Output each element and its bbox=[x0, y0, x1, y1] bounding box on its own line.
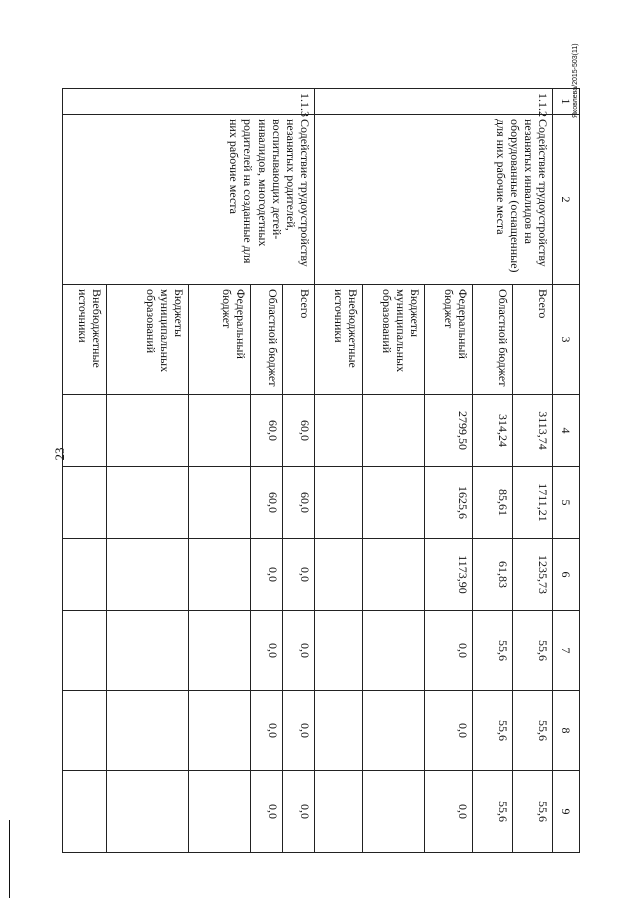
value-cell: 1625,6 bbox=[425, 467, 473, 539]
value-cell: 314,24 bbox=[473, 395, 513, 467]
value-cell: 0,0 bbox=[283, 611, 315, 691]
header-cell: 5 bbox=[553, 467, 580, 539]
header-cell: 3 bbox=[553, 285, 580, 395]
value-cell: 60,0 bbox=[251, 395, 283, 467]
value-cell bbox=[63, 611, 107, 691]
item-number: 1.1.3 bbox=[63, 89, 315, 115]
value-cell: 60,0 bbox=[251, 467, 283, 539]
margin-line bbox=[9, 820, 10, 898]
rotated-table-container bbox=[75, 88, 580, 852]
header-cell: 6 bbox=[553, 539, 580, 611]
item-number: 1.1.2 bbox=[315, 89, 553, 115]
value-cell bbox=[189, 539, 251, 611]
value-cell: 0,0 bbox=[251, 771, 283, 853]
table-row bbox=[513, 89, 553, 853]
value-cell: 1235,73 bbox=[513, 539, 553, 611]
header-cell: 2 bbox=[553, 115, 580, 285]
header-cell: 1 bbox=[553, 89, 580, 115]
value-cell: 0,0 bbox=[251, 539, 283, 611]
table-row bbox=[283, 89, 315, 853]
value-cell bbox=[107, 611, 189, 691]
value-cell: 61,83 bbox=[473, 539, 513, 611]
value-cell bbox=[107, 467, 189, 539]
funding-source: Внебюджетные источники bbox=[63, 285, 107, 395]
header-cell: 8 bbox=[553, 691, 580, 771]
header-cell: 9 bbox=[553, 771, 580, 853]
value-cell bbox=[189, 611, 251, 691]
value-cell: 0,0 bbox=[425, 771, 473, 853]
value-cell: 0,0 bbox=[283, 539, 315, 611]
header-cell: 7 bbox=[553, 611, 580, 691]
value-cell: 0,0 bbox=[251, 691, 283, 771]
funding-source: Бюджеты муниципальных образований bbox=[363, 285, 425, 395]
value-cell: 0,0 bbox=[283, 771, 315, 853]
value-cell: 0,0 bbox=[283, 691, 315, 771]
value-cell: 55,6 bbox=[513, 691, 553, 771]
value-cell: 1711,21 bbox=[513, 467, 553, 539]
value-cell: 55,6 bbox=[473, 691, 513, 771]
funding-source: Федеральный бюджет bbox=[425, 285, 473, 395]
value-cell bbox=[107, 771, 189, 853]
value-cell bbox=[363, 771, 425, 853]
item-description: Содействие трудоустройству незанятых родителей, воспитывающих детей-инвалидов, многодетных родителей на созданные для них рабочие места bbox=[63, 115, 315, 285]
value-cell: 55,6 bbox=[513, 771, 553, 853]
value-cell bbox=[63, 771, 107, 853]
value-cell bbox=[363, 467, 425, 539]
value-cell: 55,6 bbox=[513, 611, 553, 691]
value-cell: 85,61 bbox=[473, 467, 513, 539]
funding-source: Федеральный бюджет bbox=[189, 285, 251, 395]
funding-source: Внебюджетные источники bbox=[315, 285, 363, 395]
value-cell: 60,0 bbox=[283, 395, 315, 467]
header-cell: 4 bbox=[553, 395, 580, 467]
page-number: 23 bbox=[52, 447, 67, 461]
value-cell bbox=[63, 467, 107, 539]
value-cell bbox=[107, 539, 189, 611]
value-cell bbox=[315, 771, 363, 853]
value-cell bbox=[315, 611, 363, 691]
value-cell: 3113,74 bbox=[513, 395, 553, 467]
value-cell: 55,6 bbox=[473, 611, 513, 691]
budget-table bbox=[62, 88, 580, 853]
funding-source: Бюджеты муниципальных образований bbox=[107, 285, 189, 395]
funding-source: Областной бюджет bbox=[251, 285, 283, 395]
value-cell bbox=[363, 395, 425, 467]
funding-source: Областной бюджет bbox=[473, 285, 513, 395]
value-cell: 60,0 bbox=[283, 467, 315, 539]
document-reference: Яковлева/2015-503(11) bbox=[572, 43, 579, 118]
value-cell bbox=[63, 395, 107, 467]
funding-source: Всего bbox=[513, 285, 553, 395]
value-cell bbox=[363, 691, 425, 771]
header-row bbox=[553, 89, 580, 853]
value-cell: 0,0 bbox=[251, 611, 283, 691]
funding-source: Всего bbox=[283, 285, 315, 395]
value-cell bbox=[189, 771, 251, 853]
value-cell: 2799,50 bbox=[425, 395, 473, 467]
value-cell bbox=[107, 395, 189, 467]
value-cell: 55,6 bbox=[473, 771, 513, 853]
value-cell bbox=[189, 467, 251, 539]
item-description: Содействие трудоустройству незанятых инвалидов на оборудованные (оснащенные) для них рабочие места bbox=[315, 115, 553, 285]
value-cell bbox=[189, 691, 251, 771]
value-cell bbox=[363, 539, 425, 611]
value-cell: 0,0 bbox=[425, 691, 473, 771]
value-cell bbox=[189, 395, 251, 467]
value-cell bbox=[63, 691, 107, 771]
value-cell bbox=[315, 691, 363, 771]
value-cell bbox=[315, 467, 363, 539]
value-cell bbox=[107, 691, 189, 771]
value-cell bbox=[363, 611, 425, 691]
value-cell: 1173,90 bbox=[425, 539, 473, 611]
value-cell bbox=[315, 395, 363, 467]
value-cell bbox=[315, 539, 363, 611]
value-cell bbox=[63, 539, 107, 611]
value-cell: 0,0 bbox=[425, 611, 473, 691]
